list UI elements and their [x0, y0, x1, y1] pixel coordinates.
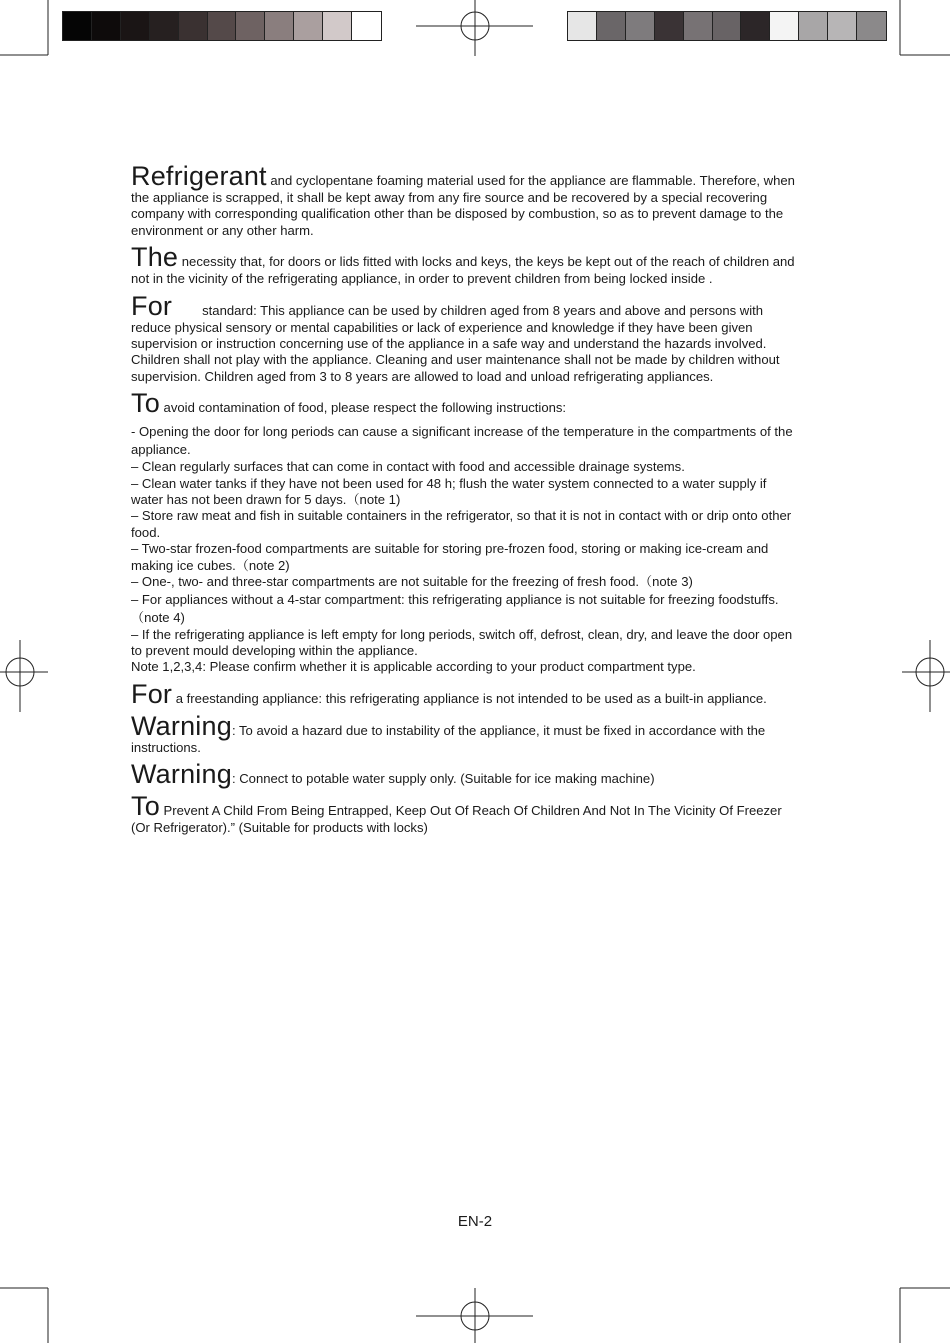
- registration-mark-left: [0, 640, 48, 712]
- color-swatch: [63, 12, 92, 40]
- color-swatch: [828, 12, 857, 40]
- color-swatch: [857, 12, 886, 40]
- instruction-list: [131, 423, 799, 675]
- paragraph-lead: The: [131, 242, 179, 273]
- paragraph-text: standard: This appliance can be used by children aged from 8 years and above and persons with reduce physical sensory or mental capabilities or lack of experience and knowledge if they have been given supervision or instruction concerning use of the appliance in a safe way and understand the hazards involved. Children shall not play with the appliance. Cleaning and user maintenance shall not be made by children without supervision. Children aged from 3 to 8 years are allowed to load and unload refrigerating appliances.: [131, 302, 780, 384]
- paragraph-refrigerant: [131, 163, 799, 239]
- document-body: [131, 163, 799, 837]
- color-swatch: [236, 12, 265, 40]
- paragraph-lead: Warning: [131, 759, 232, 790]
- list-item: – Clean regularly surfaces that can come in contact with food and accessible drainage systems.: [131, 459, 685, 475]
- paragraph-lead: Refrigerant: [131, 161, 267, 191]
- color-swatch: [294, 12, 323, 40]
- paragraph-text: Prevent A Child From Being Entrapped, Keep Out Of Reach Of Children And Not In The Vicinity Of Freezer (Or Refrigerator).” (Suitable for products with locks): [131, 803, 782, 836]
- registration-mark-top: [416, 0, 533, 56]
- paragraph-lead: Warning: [131, 710, 232, 741]
- list-item: – For appliances without a 4-star compartment: this refrigerating appliance is not suitable for freezing foodstuffs.（note 4): [131, 591, 779, 625]
- paragraph-lead: To: [131, 388, 160, 419]
- list-item: – One-, two- and three-star compartments are not suitable for the freezing of fresh food.（note 3): [131, 574, 693, 590]
- paragraph-lead: For: [131, 290, 173, 321]
- color-swatch: [626, 12, 655, 40]
- color-swatch: [770, 12, 799, 40]
- paragraph-text: : To avoid a hazard due to instability of the appliance, it must be fixed in accordance with the instructions.: [131, 722, 766, 755]
- color-swatch: [150, 12, 179, 40]
- color-swatch: [597, 12, 626, 40]
- page-number: EN-2: [457, 1213, 493, 1230]
- paragraph-standard: [131, 290, 799, 386]
- registration-mark-bottom: [416, 1288, 533, 1343]
- color-swatch-bar-left: [62, 11, 382, 41]
- color-swatch: [92, 12, 121, 40]
- warning-water-supply: [131, 761, 799, 788]
- list-item: – Store raw meat and fish in suitable containers in the refrigerator, so that it is not in contact with or drip onto other food.: [131, 508, 792, 540]
- list-item: – If the refrigerating appliance is left empty for long periods, switch off, defrost, clean, dry, and leave the door open to prevent mould developing within the appliance.: [131, 626, 793, 658]
- color-swatch: [121, 12, 150, 40]
- color-swatch: [799, 12, 828, 40]
- paragraph-lead: For: [131, 678, 173, 709]
- color-swatch: [208, 12, 237, 40]
- list-item: – Clean water tanks if they have not been used for 48 h; flush the water system connected to a water supply if water has not been drawn for 5 days.（note 1): [131, 475, 767, 508]
- list-item: – Two-star frozen-food compartments are suitable for storing pre-frozen food, storing or making ice-cream and making ice cubes.（note 2): [131, 541, 769, 573]
- color-swatch: [713, 12, 742, 40]
- color-swatch: [684, 12, 713, 40]
- paragraph-entrapment: [131, 793, 799, 836]
- paragraph-text: a freestanding appliance: this refrigerating appliance is not intended to be used as a built-in appliance.: [172, 690, 767, 706]
- color-swatch-bar-right: [567, 11, 887, 41]
- registration-mark-right: [902, 640, 950, 712]
- paragraph-text: and cyclopentane foaming material used for the appliance are flammable. Therefore, when the appliance is scrapped, it shall be kept away from any fire source and be recovered by a special recovering company with corresponding qualification other than be disposed by combustion, so as to prevent damage to the environment or any other harm.: [131, 173, 795, 238]
- compartment-note: Note 1,2,3,4: Please confirm whether it is applicable according to your product compartment type.: [131, 659, 696, 675]
- color-swatch: [568, 12, 597, 40]
- color-swatch: [179, 12, 208, 40]
- warning-instability: [131, 710, 799, 756]
- color-swatch: [323, 12, 352, 40]
- list-item: - Opening the door for long periods can cause a significant increase of the temperature in the compartments of the appliance.: [131, 424, 793, 458]
- color-swatch: [741, 12, 770, 40]
- paragraph-contamination: [131, 390, 799, 417]
- paragraph-freestanding: [131, 678, 799, 709]
- paragraph-lead: To: [131, 791, 160, 822]
- paragraph-keys: [131, 244, 799, 287]
- color-swatch: [655, 12, 684, 40]
- paragraph-text: avoid contamination of food, please respect the following instructions:: [159, 400, 567, 416]
- color-swatch: [352, 12, 381, 40]
- paragraph-text: necessity that, for doors or lids fitted with locks and keys, the keys be kept out of the reach of children and not in the vicinity of the refrigerating appliance, in order to prevent children from being locked inside .: [131, 254, 795, 287]
- color-swatch: [265, 12, 294, 40]
- paragraph-text: : Connect to potable water supply only. (Suitable for ice making machine): [231, 771, 655, 787]
